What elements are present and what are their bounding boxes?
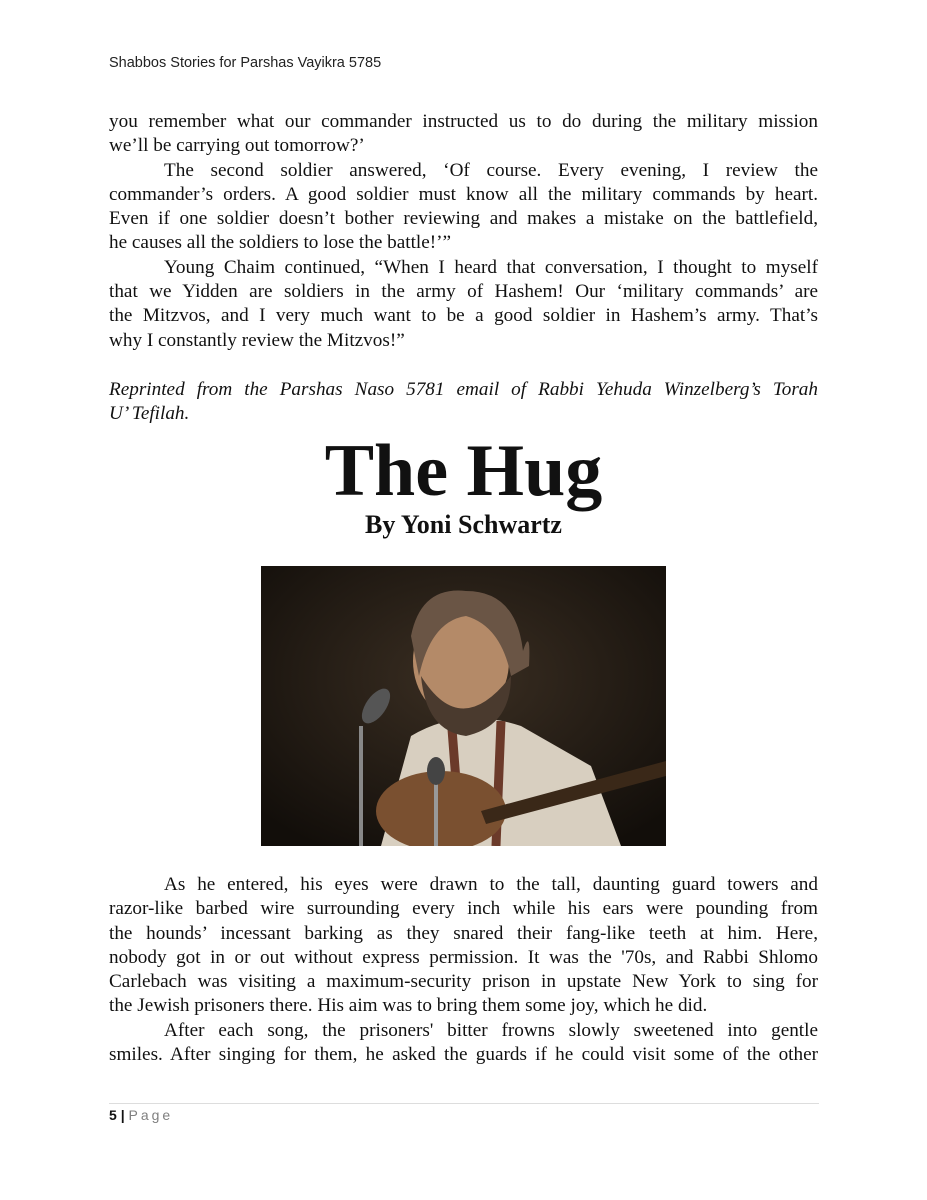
footer-divider (109, 1103, 819, 1104)
page-footer (109, 1107, 173, 1123)
text-line: Young Chaim continued, “When I heard that conversation, I thought to myself (164, 256, 818, 278)
running-header: Shabbos Stories for Parshas Vayikra 5785 (109, 55, 382, 71)
text-line: Carlebach was visiting a maximum-security prison in upstate New York to sing for (109, 971, 818, 993)
reprint-credit (109, 378, 818, 427)
article-photo (261, 566, 666, 846)
text-line: he causes all the soldiers to lose the battle!’” (109, 232, 452, 254)
text-line: The second soldier answered, ‘Of course. Every evening, I review the (164, 159, 818, 181)
text-line: the hounds’ incessant barking as they snared their fang-like teeth at him. Here, (109, 922, 818, 944)
credit-line: U’ Tefilah. (109, 403, 190, 425)
article-title: The Hug (324, 430, 603, 512)
article-byline: By Yoni Schwartz (365, 510, 562, 539)
credit-line: Reprinted from the Parshas Naso 5781 email of Rabbi Yehuda Winzelberg’s Torah (109, 379, 818, 400)
text-line: Even if one soldier doesn’t bother reviewing and makes a mistake on the battlefield, (109, 208, 818, 230)
text-line: After each song, the prisoners' bitter frowns slowly sweetened into gentle (164, 1019, 818, 1041)
text-line: As he entered, his eyes were drawn to the tall, daunting guard towers and (164, 874, 818, 895)
text-line: that we Yidden are soldiers in the army of Hashem! Our ‘military commands’ are (109, 281, 818, 303)
text-line: nobody got in or out without express permission. It was the '70s, and Rabbi Shlomo (109, 946, 818, 968)
text-line: we’ll be carrying out tomorrow?’ (109, 135, 365, 157)
story-text (109, 873, 818, 1067)
text-line: razor-like barbed wire surrounding every inch while his ears were pounding from (109, 898, 818, 920)
page-number: 5 (109, 1107, 117, 1123)
page-label: Page (128, 1107, 174, 1123)
text-line: the Jewish prisoners there. His aim was to bring them some joy, which he did. (109, 995, 708, 1017)
text-line: you remember what our commander instructed us to do during the military mission (109, 111, 818, 132)
text-line: why I constantly review the Mitzvos!” (109, 329, 405, 351)
text-line: commander’s orders. A good soldier must know all the military commands by heart. (109, 183, 818, 205)
text-line: smiles. After singing for them, he asked the guards if he could visit some of the other (109, 1044, 818, 1066)
intro-text (109, 110, 818, 353)
text-line: the Mitzvos, and I very much want to be a good soldier in Hashem’s army. That’s (109, 305, 818, 327)
page-separator: | (120, 1107, 125, 1123)
